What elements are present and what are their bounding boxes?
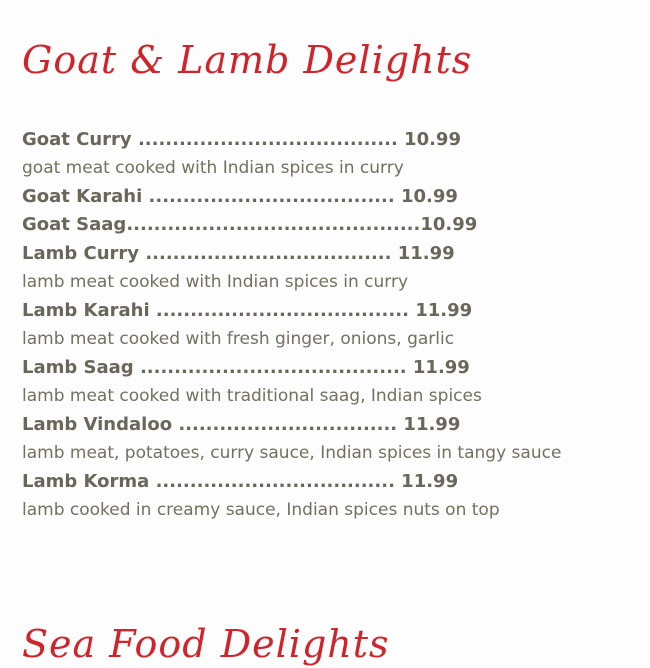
item-description: goat meat cooked with Indian spices in curry <box>22 158 404 179</box>
item-price: 10.99 <box>420 214 478 236</box>
dots-leader: ...................................... <box>131 128 405 150</box>
dots-leader: ..................................... <box>149 299 416 321</box>
item-name: Lamb Saag <box>22 356 134 378</box>
dots-leader: ....................................... <box>133 356 413 378</box>
item-price: 11.99 <box>397 242 455 264</box>
item-name: Lamb Korma <box>22 470 150 492</box>
menu-item-line <box>22 468 650 497</box>
section-title: Goat & Lamb Delights <box>22 38 473 82</box>
menu-page <box>0 38 650 666</box>
item-description: lamb meat cooked with traditional saag, Indian spices <box>22 386 482 407</box>
item-description: lamb meat cooked with Indian spices in curry <box>22 272 409 293</box>
dots-leader: .................................... <box>142 185 401 207</box>
item-price: 11.99 <box>401 470 459 492</box>
menu-item-line <box>22 240 650 269</box>
menu-item-line <box>22 354 650 383</box>
menu-item-line <box>22 411 650 440</box>
dots-leader: .................................... <box>139 242 398 264</box>
item-name: Lamb Karahi <box>22 299 150 321</box>
dots-leader: ........................................... <box>126 214 421 236</box>
menu-item-line <box>22 297 650 326</box>
item-name: Goat Karahi <box>22 185 143 207</box>
next-section-title: Sea Food Delights <box>22 622 390 666</box>
menu-item-line <box>22 126 650 155</box>
item-name: Goat Saag <box>22 214 127 236</box>
item-price: 10.99 <box>400 185 458 207</box>
item-name: Goat Curry <box>22 128 132 150</box>
dots-leader: ................................ <box>172 413 404 435</box>
item-description: lamb cooked in creamy sauce, Indian spices nuts on top <box>22 500 500 521</box>
item-name: Lamb Vindaloo <box>22 413 173 435</box>
dots-leader: ................................... <box>149 470 402 492</box>
item-price: 11.99 <box>403 413 461 435</box>
menu-list <box>22 126 650 525</box>
item-description: lamb meat cooked with fresh ginger, onions, garlic <box>22 329 455 350</box>
item-price: 11.99 <box>415 299 473 321</box>
menu-item-line <box>22 211 650 240</box>
item-price: 11.99 <box>412 356 470 378</box>
menu-item-line <box>22 183 650 212</box>
item-description: lamb meat, potatoes, curry sauce, Indian spices in tangy sauce <box>22 443 562 464</box>
item-name: Lamb Curry <box>22 242 140 264</box>
item-price: 10.99 <box>404 128 461 150</box>
